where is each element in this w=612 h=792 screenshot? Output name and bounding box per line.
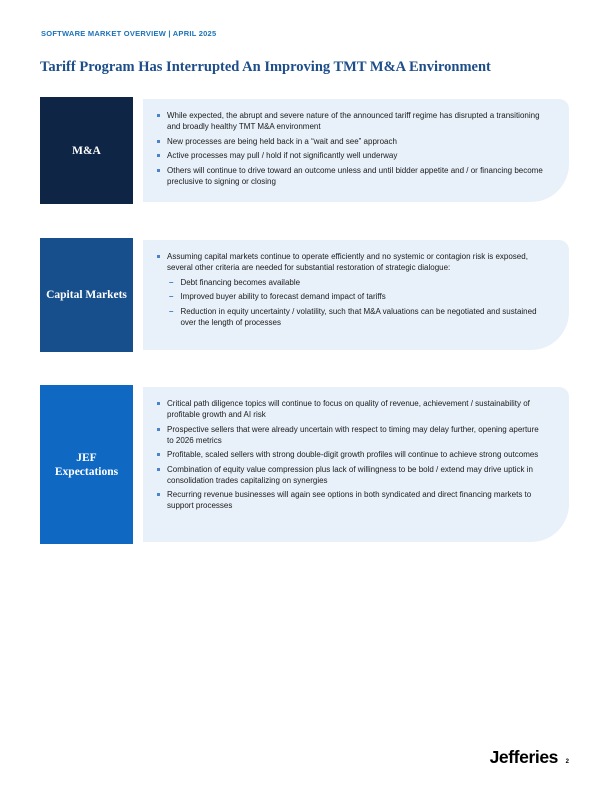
- bullet-square-icon: [157, 493, 160, 496]
- bullet-square-icon: [157, 140, 160, 143]
- bullet-text: Reduction in equity uncertainty / volatility, such that M&A valuations can be negotiated and sustained over the length of processes: [180, 306, 537, 327]
- bullet-text: Active processes may pull / hold if not significantly well underway: [167, 151, 398, 160]
- section-jef-expectations: [40, 385, 569, 544]
- bullet-square-icon: [157, 402, 160, 405]
- bullet-text: Improved buyer ability to forecast demand impact of tariffs: [180, 292, 386, 301]
- section-content-capital-markets: [143, 240, 569, 350]
- bullet-text: Combination of equity value compression plus lack of willingness to be bold / extend may drive uptick in consolidation trades capitalizing on synergies: [167, 464, 533, 485]
- bullet-item: [169, 277, 543, 288]
- page-title: Tariff Program Has Interrupted An Improving TMT M&A Environment: [40, 59, 491, 75]
- bullet-square-icon: [157, 468, 160, 471]
- bullet-item: [155, 136, 543, 147]
- bullet-item: [155, 424, 543, 446]
- bullet-item: [155, 165, 543, 187]
- bullet-item: [155, 150, 543, 161]
- bullet-item: [169, 291, 543, 302]
- bullet-dash-icon: –: [169, 306, 174, 316]
- bullet-dash-icon: –: [169, 292, 174, 301]
- bullet-text: Debt financing becomes available: [180, 277, 301, 287]
- bullet-text: Critical path diligence topics will continue to focus on quality of revenue, achievement / sustainability of profitable growth and AI risk: [167, 399, 530, 419]
- sections-container: [40, 97, 569, 544]
- bullet-text: While expected, the abrupt and severe nature of the announced tariff regime has disrupted a transitioning and broadly healthy TMT M&A environment: [167, 111, 540, 131]
- bullet-text: New processes are being held back in a “wait and see” approach: [167, 136, 397, 146]
- section-capital-markets: [40, 238, 569, 352]
- bullet-square-icon: [157, 453, 160, 456]
- bullet-item: [155, 464, 543, 486]
- section-mna: [40, 97, 569, 204]
- bullet-item: [155, 110, 543, 132]
- bullet-dash-icon: –: [169, 277, 174, 287]
- bullet-text: Recurring revenue businesses will again see options in both syndicated and direct financing markets to support processes: [167, 490, 532, 510]
- bullet-item: [155, 449, 543, 460]
- page-number: 2: [565, 759, 569, 765]
- bullet-item: [169, 306, 543, 328]
- bullet-item: [155, 251, 543, 273]
- section-content-jef-expectations: [143, 387, 569, 542]
- section-content-mna: [143, 99, 569, 202]
- bullet-text: Others will continue to drive toward an outcome unless and until bidder appetite and / or financing become preclusive to signing or closing: [167, 165, 543, 186]
- bullet-square-icon: [157, 154, 160, 157]
- report-eyebrow: SOFTWARE MARKET OVERVIEW | APRIL 2025: [41, 29, 217, 38]
- bullet-square-icon: [157, 169, 160, 172]
- section-label-capital-markets: Capital Markets: [40, 238, 133, 352]
- bullet-item: [155, 398, 543, 420]
- section-label-jef-expectations: JEF Expectations: [40, 385, 133, 544]
- bullet-text: Prospective sellers that were already uncertain with respect to timing may delay further, opening aperture to 2026 metrics: [167, 424, 539, 445]
- bullet-text: Profitable, scaled sellers with strong double-digit growth profiles will continue to achieve strong outcomes: [167, 450, 539, 459]
- bullet-item: [155, 489, 543, 511]
- bullet-text: Assuming capital markets continue to operate efficiently and no systemic or contagion risk is exposed, several other criteria are needed for substantial restoration of strategic dialogue:: [167, 252, 528, 272]
- bullet-square-icon: [157, 428, 160, 431]
- section-label-mna: M&A: [40, 97, 133, 204]
- jefferies-logo: Jefferies: [489, 747, 558, 767]
- bullet-square-icon: [157, 114, 160, 117]
- bullet-square-icon: [157, 255, 160, 258]
